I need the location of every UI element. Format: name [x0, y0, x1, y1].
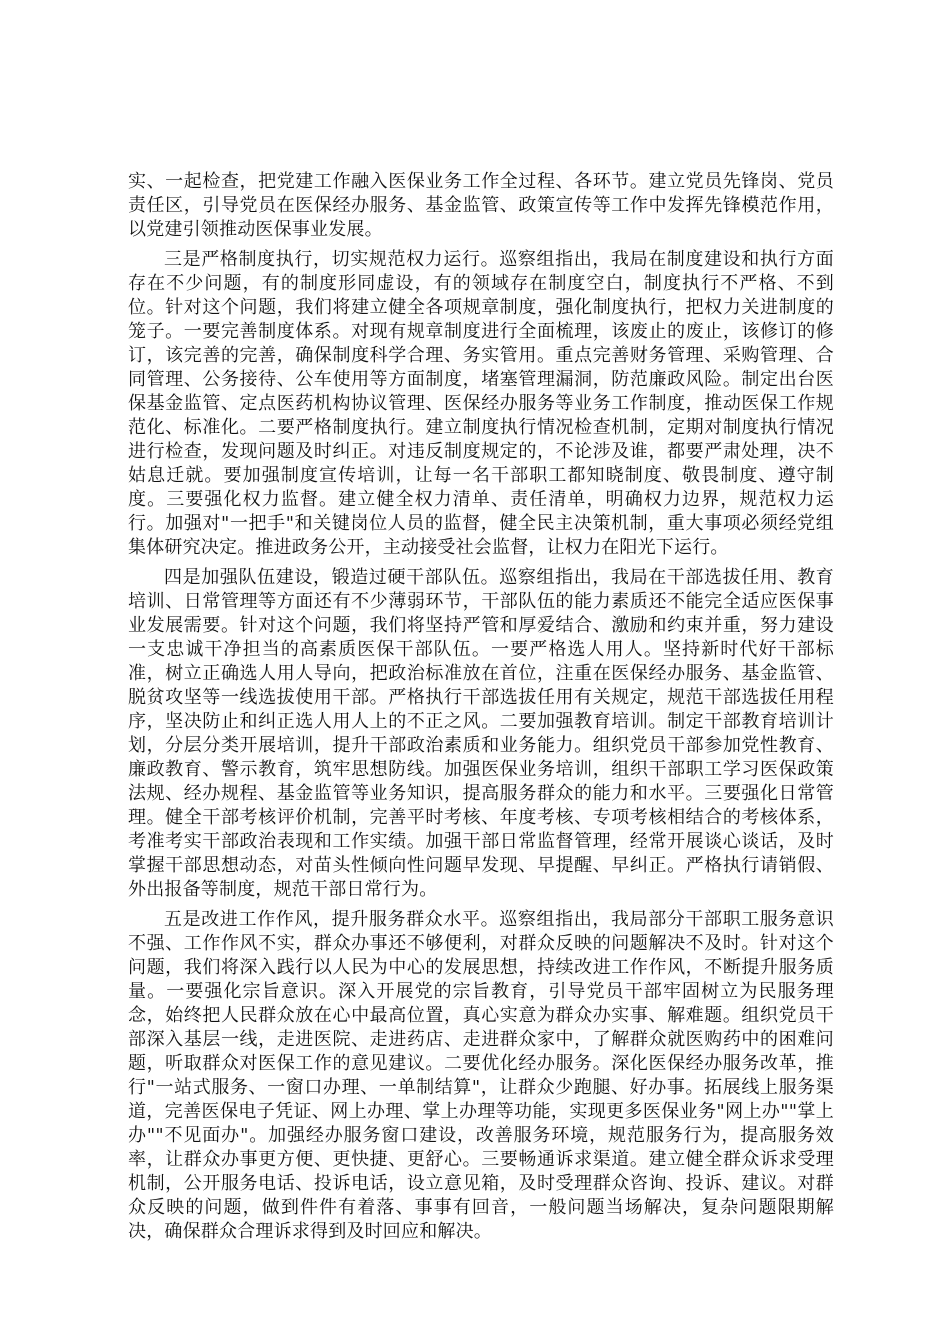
- paragraph-continuation: 实、一起检查，把党建工作融入医保业务工作全过程、各环节。建立党员先锋岗、党员责任区，引导党员在医保经办服务、基金监管、政策宣传等工作中发挥先锋模范作用，以党建引领推动医保事业发展。: [128, 171, 834, 240]
- paragraph-section-five: 五是改进工作作风，提升服务群众水平。巡察组指出，我局部分干部职工服务意识不强、工作作风不实，群众办事还不够便利，对群众反映的问题解决不及时。针对这个问题，我们将深入践行以人民为中心的发展思想，持续改进工作作风，不断提升服务质量。一要强化宗旨意识。深入开展党的宗旨教育，引导党员干部牢固树立为民服务理念，始终把人民群众放在心中最高位置，真心实意为群众办实事、解难题。组织党员干部深入基层一线，走进医院、走进药店、走进群众家中，了解群众就医购药中的困难问题，听取群众对医保工作的意见建议。二要优化经办服务。深化医保经办服务改革，推行"一站式服务、一窗口办理、一单制结算"，让群众少跑腿、好办事。拓展线上服务渠道，完善医保电子凭证、网上办理、掌上办理等功能，实现更多医保业务"网上办""掌上办""不见面办"。加强经办服务窗口建设，改善服务环境，规范服务行为，提高服务效率，让群众办事更方便、更快捷、更舒心。三要畅通诉求渠道。建立健全群众诉求受理机制，公开服务电话、投诉电话，设立意见箱，及时受理群众咨询、投诉、建议。对群众反映的问题，做到件件有着落、事事有回音，一般问题当场解决，复杂问题限期解决，确保群众合理诉求得到及时回应和解决。: [128, 909, 834, 1242]
- paragraph-section-three: 三是严格制度执行，切实规范权力运行。巡察组指出，我局在制度建设和执行方面存在不少问题，有的制度形同虚设，有的领域存在制度空白，制度执行不严格、不到位。针对这个问题，我们将建立健全各项规章制度，强化制度执行，把权力关进制度的笼子。一要完善制度体系。对现有规章制度进行全面梳理，该废止的废止，该修订的修订，该完善的完善，确保制度科学合理、务实管用。重点完善财务管理、采购管理、合同管理、公务接待、公车使用等方面制度，堵塞管理漏洞，防范廉政风险。制定出台医保基金监管、定点医药机构协议管理、医保经办服务等业务工作制度，推动医保工作规范化、标准化。二要严格制度执行。建立制度执行情况检查机制，定期对制度执行情况进行检查，发现问题及时纠正。对违反制度规定的，不论涉及谁，都要严肃处理，决不姑息迁就。要加强制度宣传培训，让每一名干部职工都知晓制度、敬畏制度、遵守制度。三要强化权力监督。建立健全权力清单、责任清单，明确权力边界，规范权力运行。加强对"一把手"和关键岗位人员的监督，健全民主决策机制，重大事项必须经党组集体研究决定。推进政务公开，主动接受社会监督，让权力在阳光下运行。: [128, 249, 834, 558]
- document-body: [128, 170, 834, 1250]
- paragraph-section-four: 四是加强队伍建设，锻造过硬干部队伍。巡察组指出，我局在干部选拔任用、教育培训、日常管理等方面还有不少薄弱环节，干部队伍的能力素质还不能完全适应医保事业发展需要。针对这个问题，我们将坚持严管和厚爱结合、激励和约束并重，努力建设一支忠诚干净担当的高素质医保干部队伍。一要严格选人用人。坚持新时代好干部标准，树立正确选人用人导向，把政治标准放在首位，注重在医保经办服务、基金监管、脱贫攻坚等一线选拔使用干部。严格执行干部选拔任用有关规定，规范干部选拔任用程序，坚决防止和纠正选人用人上的不正之风。二要加强教育培训。制定干部教育培训计划，分层分类开展培训，提升干部政治素质和业务能力。组织党员干部参加党性教育、廉政教育、警示教育，筑牢思想防线。加强医保业务培训，组织干部职工学习医保政策法规、经办规程、基金监管等业务知识，提高服务群众的能力和水平。三要强化日常管理。健全干部考核评价机制，完善平时考核、年度考核、专项考核相结合的考核体系，考准考实干部政治表现和工作实绩。加强干部日常监督管理，经常开展谈心谈话，及时掌握干部思想动态，对苗头性倾向性问题早发现、早提醒、早纠正。严格执行请销假、外出报备等制度，规范干部日常行为。: [128, 567, 834, 900]
